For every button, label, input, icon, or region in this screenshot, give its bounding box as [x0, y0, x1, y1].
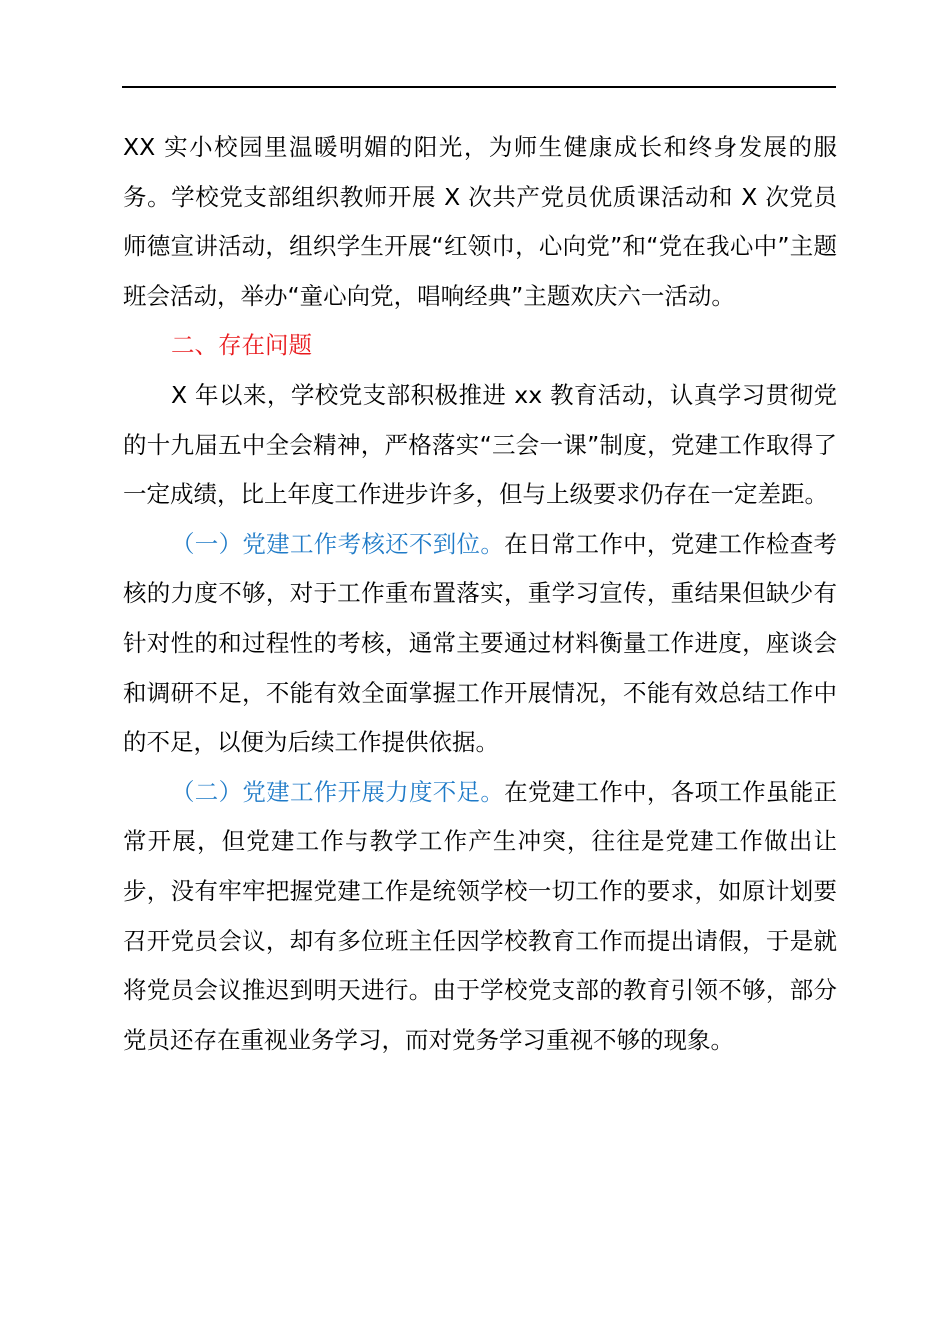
section-heading-problems: 二、存在问题	[171, 331, 312, 360]
issue-1-body: 在日常工作中，党建工作检查考核的力度不够，对于工作重布置落实，重学习宣传，重结果但缺少有针对性的和过程性的考核，通常主要通过材料衡量工作进度，座谈会和调研不足，不能有效全面掌握工作开展情况，不能有效总结工作中的不足，以便为后续工作提供依据。	[123, 529, 838, 757]
document-body	[123, 123, 837, 1065]
paragraph-issue-2	[123, 768, 837, 1066]
paragraph-overview: X 年以来，学校党支部积极推进 xx 教育活动，认真学习贯彻党的十九届五中全会精神，严格落实“三会一课”制度，党建工作取得了一定成绩，比上年度工作进步许多，但与上级要求仍存在一定差距。	[123, 380, 837, 509]
paragraph-issue-1	[123, 520, 837, 768]
paragraph-activities: XX 实小校园里温暖明媚的阳光，为师生健康成长和终身发展的服务。学校党支部组织教师开展 X 次共产党员优质课活动和 X 次党员师德宣讲活动，组织学生开展“红领巾，心向党”和“党在我心中”主题班会活动，举办“童心向党，唱响经典”主题欢庆六一活动。	[123, 133, 837, 310]
header-rule	[122, 86, 836, 88]
subheading-issue-1: （一）党建工作考核还不到位。	[171, 529, 505, 558]
issue-2-body: 在党建工作中，各项工作虽能正常开展，但党建工作与教学工作产生冲突，往往是党建工作做出让步，没有牢牢把握党建工作是统领学校一切工作的要求，如原计划要召开党员会议，却有多位班主任因学校教育工作而提出请假，于是就将党员会议推迟到明天进行。由于学校党支部的教育引领不够，部分党员还存在重视业务学习，而对党务学习重视不够的现象。	[123, 777, 838, 1054]
subheading-issue-2: （二）党建工作开展力度不足。	[171, 777, 505, 806]
